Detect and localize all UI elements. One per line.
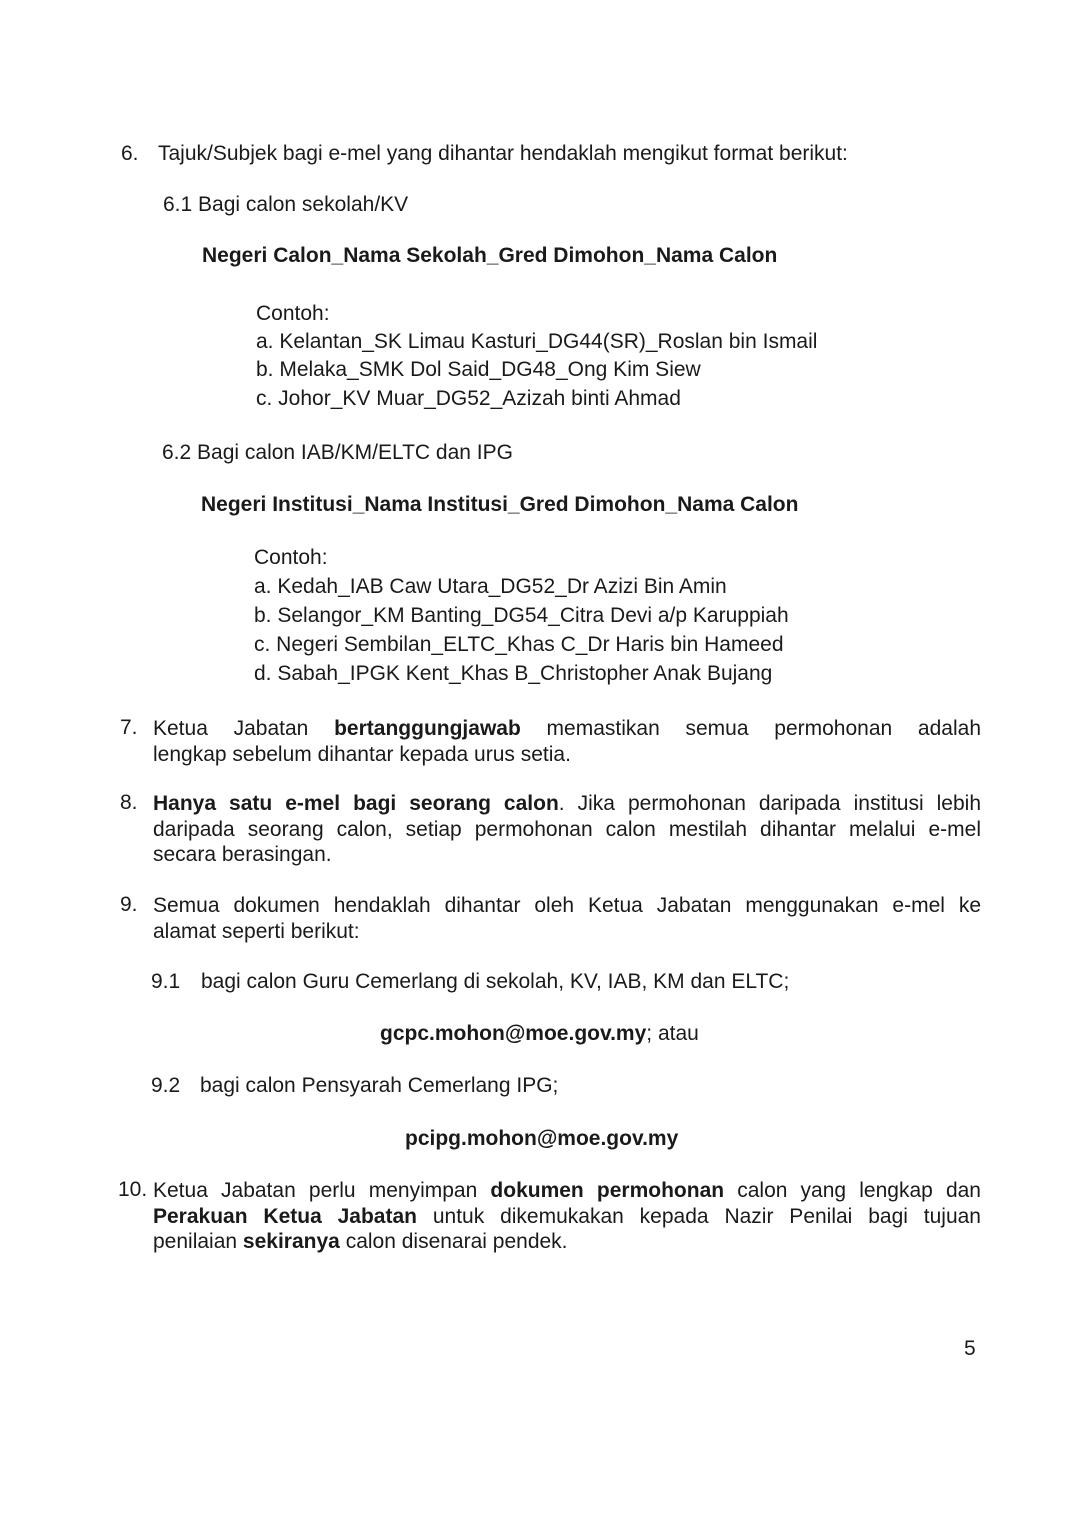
section-9-number: 9. (120, 893, 138, 916)
section-8-bold-term: Hanya satu e-mel bagi seorang calon (153, 792, 559, 815)
section-10-number: 10. (118, 1178, 148, 1201)
section-6-2-format: Negeri Institusi_Nama Institusi_Gred Dimohon_Nama Calon (201, 493, 799, 516)
section-10-paragraph (153, 1178, 981, 1255)
section-7-paragraph (153, 716, 981, 767)
section-10-line: Perakuan Ketua Jabatan untuk dikemukakan kepada Nazir Penilai bagi tujuan (153, 1204, 981, 1228)
pcipg-email: pcipg.mohon@moe.gov.my (405, 1127, 679, 1150)
section-7-number: 7. (120, 716, 138, 739)
section-6-number: 6. (121, 142, 139, 165)
section-9-paragraph (153, 893, 981, 944)
section-10-line: penilaian sekiranya calon disenarai pendek. (153, 1230, 568, 1253)
section-9-line: alamat seperti berikut: (153, 919, 360, 943)
section-8-line: Hanya satu e-mel bagi seorang calon. Jika permohonan daripada institusi lebih (153, 792, 981, 815)
section-6-2-example: d. Sabah_IPGK Kent_Khas B_Christopher Anak Bujang (254, 662, 773, 685)
section-6-2-example-title: Contoh: (254, 546, 328, 569)
section-10-bold-term: Perakuan Ketua Jabatan (153, 1204, 417, 1228)
section-9-2-text: bagi calon Pensyarah Cemerlang IPG; (200, 1074, 559, 1097)
gcpc-email: gcpc.mohon@moe.gov.my (380, 1022, 647, 1045)
section-6-1-example: b. Melaka_SMK Dol Said_DG48_Ong Kim Siew (256, 358, 701, 381)
section-7-bold-term: bertanggungjawab (334, 717, 521, 740)
section-6-2-label: 6.2 Bagi calon IAB/KM/ELTC dan IPG (162, 441, 513, 464)
section-6-1-label: 6.1 Bagi calon sekolah/KV (163, 193, 409, 216)
section-6-1-example: c. Johor_KV Muar_DG52_Azizah binti Ahmad (256, 387, 681, 410)
section-8-paragraph (153, 791, 981, 868)
section-10-bold-term: sekiranya (242, 1230, 340, 1253)
section-9-line: Semua dokumen hendaklah dihantar oleh Ketua Jabatan menggunakan e-mel ke (153, 894, 981, 917)
section-8-number: 8. (120, 791, 138, 814)
section-7-line: Ketua Jabatan bertanggungjawab memastikan semua permohonan adalah (153, 717, 981, 740)
section-9-1-text: bagi calon Guru Cemerlang di sekolah, KV, IAB, KM dan ELTC; (201, 970, 790, 993)
section-8-line: daripada seorang calon, setiap permohonan calon mestilah dihantar melalui e-mel (153, 817, 981, 841)
section-6-title: Tajuk/Subjek bagi e-mel yang dihantar hendaklah mengikut format berikut: (158, 142, 848, 165)
section-9-1-email-line: gcpc.mohon@moe.gov.my; atau (380, 1022, 699, 1045)
section-10-line: Ketua Jabatan perlu menyimpan dokumen permohonan calon yang lengkap dan (153, 1179, 981, 1202)
section-10-bold-term: dokumen permohonan (490, 1179, 725, 1202)
section-9-2-number: 9.2 (151, 1074, 181, 1097)
section-6-2-example: c. Negeri Sembilan_ELTC_Khas C_Dr Haris bin Hameed (254, 633, 784, 656)
page-number: 5 (964, 1337, 976, 1360)
section-8-line: secara berasingan. (153, 843, 332, 866)
section-7-line: lengkap sebelum dihantar kepada urus setia. (153, 742, 571, 766)
section-6-1-example: a. Kelantan_SK Limau Kasturi_DG44(SR)_Roslan bin Ismail (256, 330, 818, 353)
section-6-1-example-title: Contoh: (256, 302, 330, 325)
section-6-2-example: b. Selangor_KM Banting_DG54_Citra Devi a/p Karuppiah (254, 604, 789, 627)
section-6-1-format: Negeri Calon_Nama Sekolah_Gred Dimohon_Nama Calon (202, 244, 778, 267)
section-6-2-example: a. Kedah_IAB Caw Utara_DG52_Dr Azizi Bin Amin (254, 575, 727, 598)
section-9-1-number: 9.1 (151, 970, 181, 993)
